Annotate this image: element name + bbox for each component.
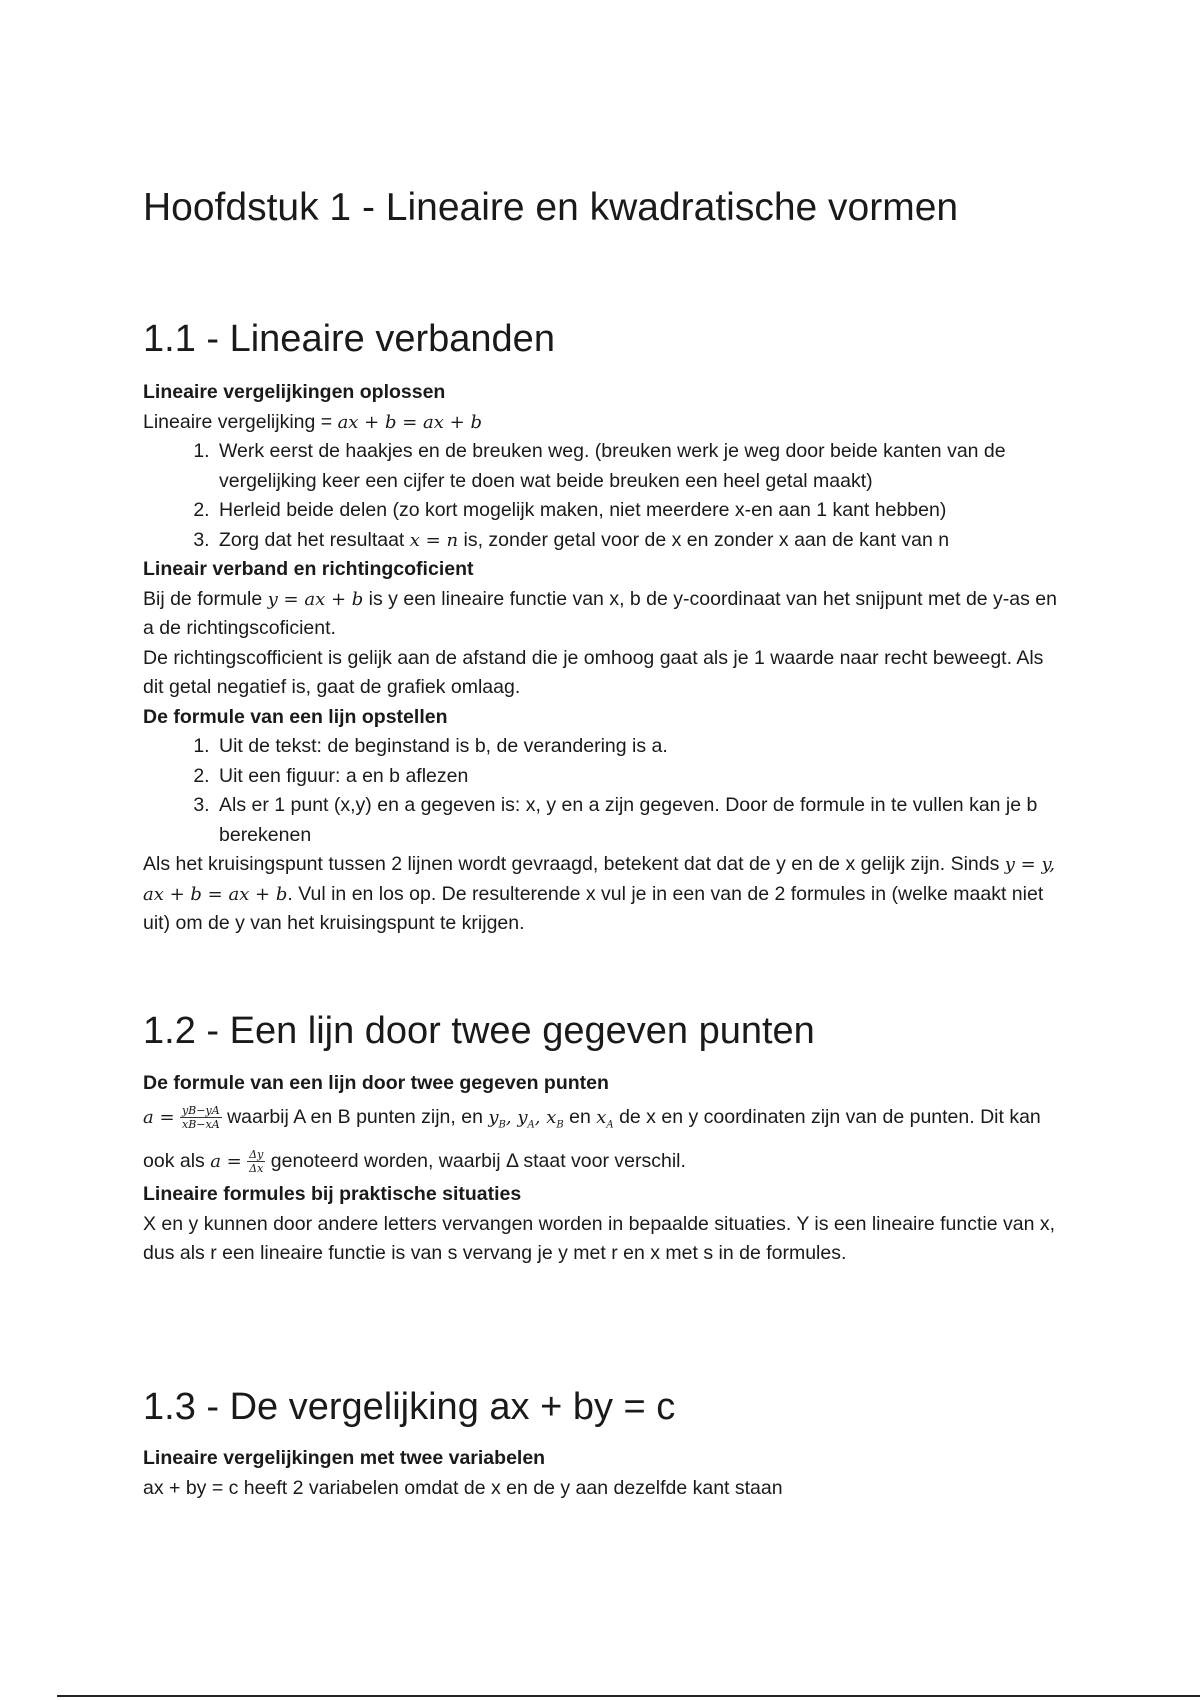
paragraph-lineaire-vergelijking: Lineaire vergelijking = ax + b = ax + b [143,410,482,433]
list-item: 2. Uit een figuur: a en b aflezen [215,762,1063,792]
subheading-twee-variabelen: Lineaire vergelijkingen met twee variabelen [143,1447,546,1469]
section-1-1-body [143,378,1063,939]
math-formula: ax + b = ax + b [337,411,482,433]
math-symbol: $y_B$, $y_A$, $x_B$ [488,1106,564,1131]
subheading-lineair-verband: Lineair verband en richtingcoficient [143,558,474,580]
list-item: 2. Herleid beide delen (zo kort mogelijk maken, niet meerdere x-en aan 1 kant hebben) [215,496,1063,526]
list-item: 3. Zorg dat het resultaat x = n is, zonder getal voor de x en zonder x aan de kant van n [215,526,1063,556]
math-formula: x = n [409,529,459,551]
math-formula: a = [143,1106,175,1128]
section-1-2-body [143,1069,1063,1269]
paragraph: Als het kruisingspunt tussen 2 lijnen wordt gevraagd, betekent dat dat de y en de x gelijk zijn. Sinds y = y, ax + b = ax + b. Vul in en los op. De resulterende x vul je in een van de 2 formules in (welke maakt niet uit) om de y van het kruisingspunt te krijgen. [143,853,1055,934]
list-item: 1. Werk eerst de haakjes en de breuken weg. (breuken werk je weg door beide kanten van de vergelijking keer een cijfer te doen wat beide breuken een heel getal maakt) [215,437,1063,496]
math-symbol: $x_A$ [596,1106,614,1131]
numbered-list-steps [143,437,1063,555]
subheading-formule-opstellen: De formule van een lijn opstellen [143,705,448,728]
paragraph-slope-formula: a = $\frac{yB-yA}{xB-xA}$ waarbij A en B punten zijn, en $y_B$, $y_A$, $x_B$ en $x_A$ de x en y coordinaten zijn van de punten. Dit kan ook als a = $\frac{\Delta y}{\Delta x}$ genoteerd worden, waarbij Δ staat voor verschil. [143,1103,1041,1176]
page-divider [57,1695,1200,1697]
subheading-lijn-door-punten: De formule van een lijn door twee gegeven punten [143,1072,609,1094]
paragraph: ax + by = c heeft 2 variabelen omdat de x en de y aan dezelfde kant staan [143,1476,783,1499]
math-formula: y = y, ax + b = ax + b [143,854,1055,905]
document-title: Hoofdstuk 1 - Lineaire en kwadratische vormen [143,186,959,229]
fraction: $\frac{yB-yA}{xB-xA}$ [181,1103,220,1131]
fraction: $\frac{\Delta y}{\Delta x}$ [249,1148,264,1176]
math-formula: y = ax + b [267,588,364,610]
section-1-3-body [143,1444,1063,1503]
section-heading-1-3: 1.3 - De vergelijking ax + by = c [143,1386,676,1428]
subheading-lineaire-vergelijkingen: Lineaire vergelijkingen oplossen [143,381,446,403]
section-heading-1-2: 1.2 - Een lijn door twee gegeven punten [143,1010,815,1052]
numbered-list-steps [143,732,1063,850]
math-formula: a = [210,1151,242,1173]
list-item: 1. Uit de tekst: de beginstand is b, de verandering is a. [215,732,1063,762]
paragraph: De richtingscofficient is gelijk aan de afstand die je omhoog gaat als je 1 waarde naar recht beweegt. Als dit getal negatief is, gaat de grafiek omlaag. [143,646,1044,698]
subheading-praktische-situaties: Lineaire formules bij praktische situaties [143,1183,522,1206]
paragraph: X en y kunnen door andere letters vervangen worden in bepaalde situaties. Y is een lineaire functie van x, dus als r een lineaire functie is van s vervang je y met r en x met s in de formules. [143,1212,1056,1265]
paragraph: Bij de formule y = ax + b is y een lineaire functie van x, b de y-coordinaat van het snijpunt met de y-as en a de richtingscoficient. [143,587,1057,639]
list-item: 3. Als er 1 punt (x,y) en a gegeven is: x, y en a zijn gegeven. Door de formule in te vullen kan je b berekenen [215,791,1063,850]
section-heading-1-1: 1.1 - Lineaire verbanden [143,318,555,360]
